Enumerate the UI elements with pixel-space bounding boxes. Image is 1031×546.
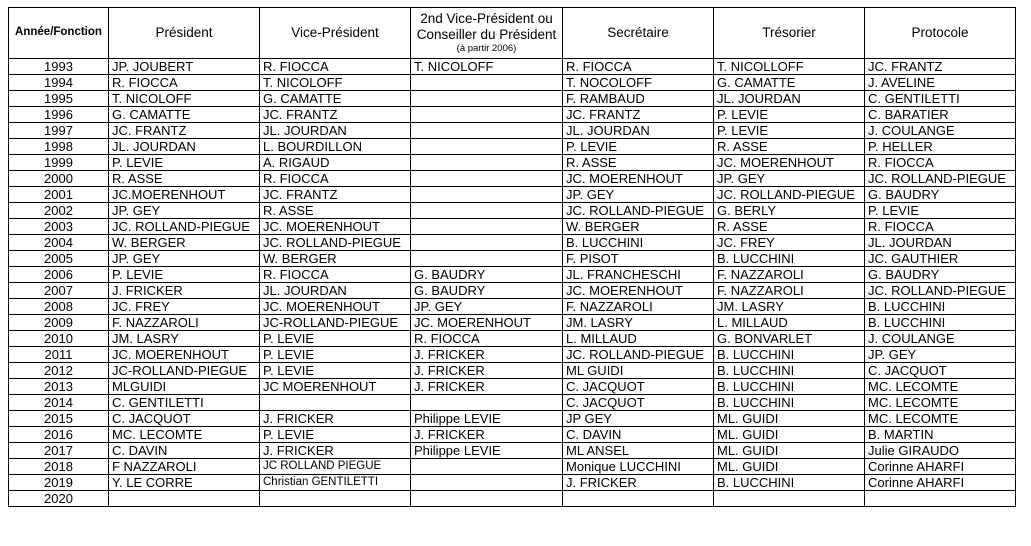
protocole-cell: G. BAUDRY — [865, 187, 1016, 203]
header-president: Président — [109, 8, 260, 59]
second-vice-president-cell — [411, 171, 563, 187]
table-row — [9, 283, 1016, 299]
second-vice-president-cell — [411, 203, 563, 219]
protocole-cell: JC. GAUTHIER — [865, 251, 1016, 267]
vice-president-cell: JC. MOERENHOUT — [260, 219, 411, 235]
tresorier-cell: T. NICOLLOFF — [714, 59, 865, 75]
tresorier-cell: B. LUCCHINI — [714, 251, 865, 267]
president-cell: P. LEVIE — [109, 155, 260, 171]
protocole-cell: JC. FRANTZ — [865, 59, 1016, 75]
vice-president-cell: R. ASSE — [260, 203, 411, 219]
table-row — [9, 443, 1016, 459]
table-row — [9, 155, 1016, 171]
header-secretaire: Secrétaire — [563, 8, 714, 59]
protocole-cell: G. BAUDRY — [865, 267, 1016, 283]
table-row — [9, 59, 1016, 75]
tresorier-cell: F. NAZZAROLI — [714, 267, 865, 283]
tresorier-cell: JC. MOERENHOUT — [714, 155, 865, 171]
header-vice2-line1: 2nd Vice-Président ou — [420, 11, 553, 27]
second-vice-president-cell — [411, 187, 563, 203]
second-vice-president-cell — [411, 139, 563, 155]
secretaire-cell: JC. ROLLAND-PIEGUE — [563, 203, 714, 219]
president-cell: R. FIOCCA — [109, 75, 260, 91]
secretaire-cell: J. FRICKER — [563, 475, 714, 491]
year-cell: 2001 — [9, 187, 109, 203]
second-vice-president-cell: T. NICOLOFF — [411, 59, 563, 75]
secretaire-cell: F. NAZZAROLI — [563, 299, 714, 315]
second-vice-president-cell — [411, 235, 563, 251]
vice-president-cell: P. LEVIE — [260, 363, 411, 379]
protocole-cell: R. FIOCCA — [865, 155, 1016, 171]
secretaire-cell: F. PISOT — [563, 251, 714, 267]
table-row — [9, 331, 1016, 347]
protocole-cell: P. HELLER — [865, 139, 1016, 155]
secretaire-cell — [563, 491, 714, 507]
year-cell: 2015 — [9, 411, 109, 427]
protocole-cell: Corinne AHARFI — [865, 459, 1016, 475]
president-cell: T. NICOLOFF — [109, 91, 260, 107]
year-cell: 2006 — [9, 267, 109, 283]
secretaire-cell: ML GUIDI — [563, 363, 714, 379]
protocole-cell: B. MARTIN — [865, 427, 1016, 443]
vice-president-cell: JC. FRANTZ — [260, 107, 411, 123]
table-row — [9, 235, 1016, 251]
protocole-cell: JL. JOURDAN — [865, 235, 1016, 251]
tresorier-cell: B. LUCCHINI — [714, 475, 865, 491]
year-cell: 2020 — [9, 491, 109, 507]
secretaire-cell: ML ANSEL — [563, 443, 714, 459]
protocole-cell: J. AVELINE — [865, 75, 1016, 91]
year-cell: 2018 — [9, 459, 109, 475]
tresorier-cell: R. ASSE — [714, 219, 865, 235]
year-cell: 2014 — [9, 395, 109, 411]
header-protocole: Protocole — [865, 8, 1016, 59]
second-vice-president-cell: J. FRICKER — [411, 379, 563, 395]
vice-president-cell: P. LEVIE — [260, 347, 411, 363]
tresorier-cell: ML. GUIDI — [714, 459, 865, 475]
secretaire-cell: T. NOCOLOFF — [563, 75, 714, 91]
year-cell: 2009 — [9, 315, 109, 331]
tresorier-cell: R. ASSE — [714, 139, 865, 155]
protocole-cell: P. LEVIE — [865, 203, 1016, 219]
vice-president-cell: P. LEVIE — [260, 331, 411, 347]
second-vice-president-cell: Philippe LEVIE — [411, 443, 563, 459]
president-cell: JP. JOUBERT — [109, 59, 260, 75]
vice-president-cell: JL. JOURDAN — [260, 283, 411, 299]
year-cell: 2007 — [9, 283, 109, 299]
second-vice-president-cell — [411, 107, 563, 123]
protocole-cell: MC. LECOMTE — [865, 395, 1016, 411]
year-cell: 1995 — [9, 91, 109, 107]
tresorier-cell: B. LUCCHINI — [714, 347, 865, 363]
table-row — [9, 459, 1016, 475]
table-row — [9, 395, 1016, 411]
protocole-cell: JP. GEY — [865, 347, 1016, 363]
president-cell: JC. MOERENHOUT — [109, 347, 260, 363]
header-vice2-note: (à partir 2006) — [456, 43, 517, 55]
year-cell: 1994 — [9, 75, 109, 91]
secretaire-cell: L. MILLAUD — [563, 331, 714, 347]
second-vice-president-cell: J. FRICKER — [411, 427, 563, 443]
year-cell: 1998 — [9, 139, 109, 155]
president-cell: JC-ROLLAND-PIEGUE — [109, 363, 260, 379]
president-cell: C. DAVIN — [109, 443, 260, 459]
secretaire-cell: P. LEVIE — [563, 139, 714, 155]
vice-president-cell: P. LEVIE — [260, 427, 411, 443]
secretaire-cell: B. LUCCHINI — [563, 235, 714, 251]
vice-president-cell: Christian GENTILETTI — [260, 475, 411, 491]
protocole-cell: J. COULANGE — [865, 331, 1016, 347]
president-cell: J. FRICKER — [109, 283, 260, 299]
secretaire-cell: JC. FRANTZ — [563, 107, 714, 123]
tresorier-cell: JM. LASRY — [714, 299, 865, 315]
year-cell: 2016 — [9, 427, 109, 443]
tresorier-cell: B. LUCCHINI — [714, 363, 865, 379]
president-cell: C. JACQUOT — [109, 411, 260, 427]
second-vice-president-cell — [411, 123, 563, 139]
president-cell: F. NAZZAROLI — [109, 315, 260, 331]
table-row — [9, 187, 1016, 203]
protocole-cell: C. JACQUOT — [865, 363, 1016, 379]
year-cell: 2004 — [9, 235, 109, 251]
second-vice-president-cell — [411, 251, 563, 267]
protocole-cell: JC. ROLLAND-PIEGUE — [865, 171, 1016, 187]
year-cell: 2002 — [9, 203, 109, 219]
tresorier-cell: P. LEVIE — [714, 107, 865, 123]
president-cell: G. CAMATTE — [109, 107, 260, 123]
secretaire-cell: JM. LASRY — [563, 315, 714, 331]
tresorier-cell: JP. GEY — [714, 171, 865, 187]
secretaire-cell: C. JACQUOT — [563, 379, 714, 395]
tresorier-cell: F. NAZZAROLI — [714, 283, 865, 299]
president-cell: JM. LASRY — [109, 331, 260, 347]
year-cell: 2003 — [9, 219, 109, 235]
year-cell: 2008 — [9, 299, 109, 315]
president-cell: W. BERGER — [109, 235, 260, 251]
second-vice-president-cell — [411, 491, 563, 507]
tresorier-cell: G. CAMATTE — [714, 75, 865, 91]
vice-president-cell: R. FIOCCA — [260, 267, 411, 283]
second-vice-president-cell: G. BAUDRY — [411, 267, 563, 283]
table-body — [9, 59, 1016, 507]
tresorier-cell: G. BONVARLET — [714, 331, 865, 347]
second-vice-president-cell: JC. MOERENHOUT — [411, 315, 563, 331]
president-cell: MC. LECOMTE — [109, 427, 260, 443]
vice-president-cell: J. FRICKER — [260, 411, 411, 427]
vice-president-cell: JC. ROLLAND-PIEGUE — [260, 235, 411, 251]
officers-table — [8, 7, 1016, 507]
table-row — [9, 139, 1016, 155]
president-cell: P. LEVIE — [109, 267, 260, 283]
vice-president-cell: J. FRICKER — [260, 443, 411, 459]
vice-president-cell: JC MOERENHOUT — [260, 379, 411, 395]
president-cell: JC. ROLLAND-PIEGUE — [109, 219, 260, 235]
vice-president-cell: W. BERGER — [260, 251, 411, 267]
tresorier-cell: ML. GUIDI — [714, 411, 865, 427]
year-cell: 1993 — [9, 59, 109, 75]
table-row — [9, 123, 1016, 139]
vice-president-cell: A. RIGAUD — [260, 155, 411, 171]
table-row — [9, 411, 1016, 427]
president-cell: JC. FREY — [109, 299, 260, 315]
header-year: Année/Fonction — [9, 8, 109, 59]
year-cell: 2012 — [9, 363, 109, 379]
secretaire-cell: W. BERGER — [563, 219, 714, 235]
president-cell: JP. GEY — [109, 251, 260, 267]
vice-president-cell: G. CAMATTE — [260, 91, 411, 107]
second-vice-president-cell: J. FRICKER — [411, 363, 563, 379]
president-cell: JL. JOURDAN — [109, 139, 260, 155]
vice-president-cell: JC. FRANTZ — [260, 187, 411, 203]
tresorier-cell: ML. GUIDI — [714, 443, 865, 459]
president-cell: JP. GEY — [109, 203, 260, 219]
second-vice-president-cell: J. FRICKER — [411, 347, 563, 363]
protocole-cell: MC. LECOMTE — [865, 379, 1016, 395]
tresorier-cell: P. LEVIE — [714, 123, 865, 139]
protocole-cell: B. LUCCHINI — [865, 299, 1016, 315]
table-row — [9, 267, 1016, 283]
president-cell: C. GENTILETTI — [109, 395, 260, 411]
table-row — [9, 315, 1016, 331]
table-row — [9, 299, 1016, 315]
year-cell: 1997 — [9, 123, 109, 139]
year-cell: 1999 — [9, 155, 109, 171]
secretaire-cell: JL. JOURDAN — [563, 123, 714, 139]
president-cell: MLGUIDI — [109, 379, 260, 395]
table-row — [9, 363, 1016, 379]
vice-president-cell: JC-ROLLAND-PIEGUE — [260, 315, 411, 331]
tresorier-cell: ML. GUIDI — [714, 427, 865, 443]
table-row — [9, 491, 1016, 507]
president-cell: JC. FRANTZ — [109, 123, 260, 139]
president-cell — [109, 491, 260, 507]
second-vice-president-cell — [411, 75, 563, 91]
second-vice-president-cell — [411, 91, 563, 107]
table-row — [9, 91, 1016, 107]
second-vice-president-cell — [411, 475, 563, 491]
protocole-cell: R. FIOCCA — [865, 219, 1016, 235]
header-second-vice-president — [411, 8, 563, 59]
second-vice-president-cell: R. FIOCCA — [411, 331, 563, 347]
second-vice-president-cell — [411, 395, 563, 411]
table-row — [9, 203, 1016, 219]
tresorier-cell: B. LUCCHINI — [714, 379, 865, 395]
tresorier-cell: JL. JOURDAN — [714, 91, 865, 107]
year-cell: 2000 — [9, 171, 109, 187]
year-cell: 2017 — [9, 443, 109, 459]
tresorier-cell: L. MILLAUD — [714, 315, 865, 331]
secretaire-cell: JC. MOERENHOUT — [563, 171, 714, 187]
tresorier-cell: JC. FREY — [714, 235, 865, 251]
tresorier-cell: B. LUCCHINI — [714, 395, 865, 411]
header-row — [9, 8, 1016, 59]
protocole-cell: C. GENTILETTI — [865, 91, 1016, 107]
secretaire-cell: R. ASSE — [563, 155, 714, 171]
second-vice-president-cell — [411, 155, 563, 171]
tresorier-cell: JC. ROLLAND-PIEGUE — [714, 187, 865, 203]
table-row — [9, 107, 1016, 123]
officers-table-container — [8, 7, 1016, 507]
second-vice-president-cell: Philippe LEVIE — [411, 411, 563, 427]
tresorier-cell: G. BERLY — [714, 203, 865, 219]
table-row — [9, 427, 1016, 443]
vice-president-cell: JL. JOURDAN — [260, 123, 411, 139]
vice-president-cell: L. BOURDILLON — [260, 139, 411, 155]
president-cell: Y. LE CORRE — [109, 475, 260, 491]
protocole-cell: Julie GIRAUDO — [865, 443, 1016, 459]
secretaire-cell: JC. MOERENHOUT — [563, 283, 714, 299]
table-row — [9, 171, 1016, 187]
vice-president-cell — [260, 395, 411, 411]
secretaire-cell: JL. FRANCHESCHI — [563, 267, 714, 283]
header-tresorier: Trésorier — [714, 8, 865, 59]
president-cell: JC.MOERENHOUT — [109, 187, 260, 203]
vice-president-cell: JC ROLLAND PIEGUE — [260, 459, 411, 475]
second-vice-president-cell: JP. GEY — [411, 299, 563, 315]
year-cell: 2019 — [9, 475, 109, 491]
year-cell: 2011 — [9, 347, 109, 363]
secretaire-cell: R. FIOCCA — [563, 59, 714, 75]
second-vice-president-cell: G. BAUDRY — [411, 283, 563, 299]
table-row — [9, 347, 1016, 363]
vice-president-cell: T. NICOLOFF — [260, 75, 411, 91]
secretaire-cell: JP GEY — [563, 411, 714, 427]
year-cell: 2005 — [9, 251, 109, 267]
table-row — [9, 219, 1016, 235]
protocole-cell: JC. ROLLAND-PIEGUE — [865, 283, 1016, 299]
protocole-cell — [865, 491, 1016, 507]
secretaire-cell: F. RAMBAUD — [563, 91, 714, 107]
secretaire-cell: Monique LUCCHINI — [563, 459, 714, 475]
vice-president-cell: R. FIOCCA — [260, 171, 411, 187]
table-row — [9, 379, 1016, 395]
protocole-cell: J. COULANGE — [865, 123, 1016, 139]
president-cell: F NAZZAROLI — [109, 459, 260, 475]
president-cell: R. ASSE — [109, 171, 260, 187]
year-cell: 2013 — [9, 379, 109, 395]
table-row — [9, 251, 1016, 267]
vice-president-cell: R. FIOCCA — [260, 59, 411, 75]
table-row — [9, 75, 1016, 91]
table-row — [9, 475, 1016, 491]
secretaire-cell: C. DAVIN — [563, 427, 714, 443]
second-vice-president-cell — [411, 459, 563, 475]
protocole-cell: C. BARATIER — [865, 107, 1016, 123]
protocole-cell: MC. LECOMTE — [865, 411, 1016, 427]
vice-president-cell — [260, 491, 411, 507]
header-vice-president: Vice-Président — [260, 8, 411, 59]
second-vice-president-cell — [411, 219, 563, 235]
header-vice2-line2: Conseiller du Président — [416, 27, 557, 43]
secretaire-cell: C. JACQUOT — [563, 395, 714, 411]
protocole-cell: Corinne AHARFI — [865, 475, 1016, 491]
vice-president-cell: JC. MOERENHOUT — [260, 299, 411, 315]
secretaire-cell: JC. ROLLAND-PIEGUE — [563, 347, 714, 363]
year-cell: 1996 — [9, 107, 109, 123]
secretaire-cell: JP. GEY — [563, 187, 714, 203]
protocole-cell: B. LUCCHINI — [865, 315, 1016, 331]
year-cell: 2010 — [9, 331, 109, 347]
tresorier-cell — [714, 491, 865, 507]
